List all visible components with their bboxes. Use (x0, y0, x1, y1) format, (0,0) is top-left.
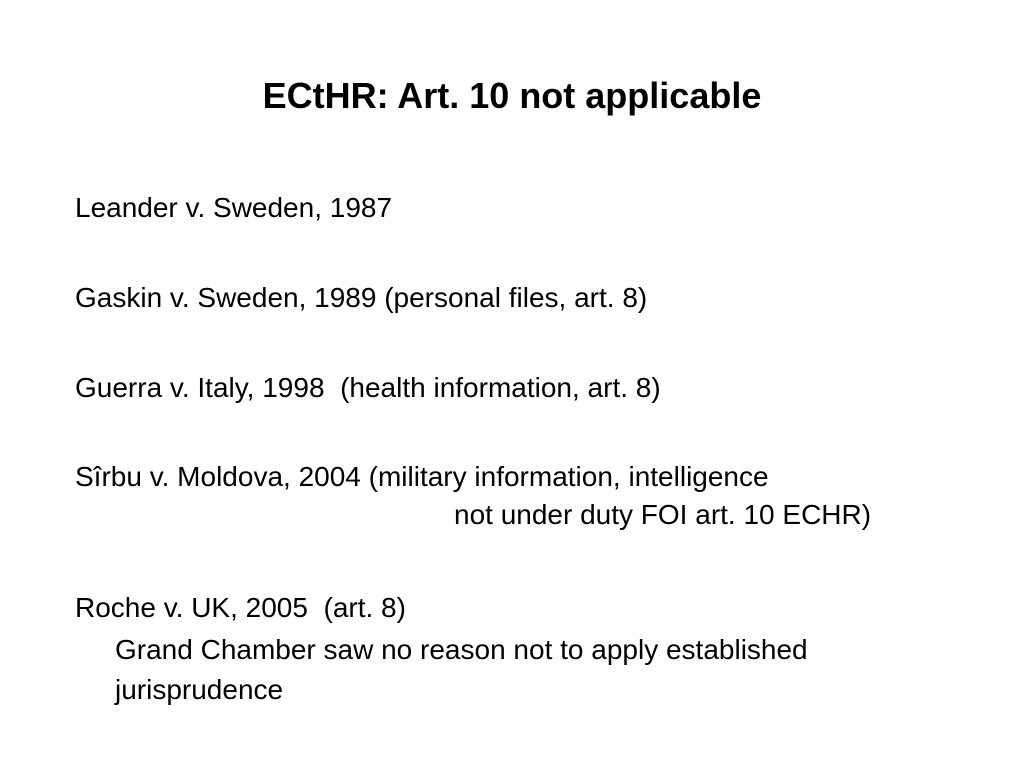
case-guerra: Guerra v. Italy, 1998 (health information, art. 8) (75, 372, 661, 403)
case-roche-note: Grand Chamber saw no reason not to apply established (115, 634, 808, 665)
case-roche-note-continuation: jurisprudence (115, 674, 284, 705)
slide-title: ECtHR: Art. 10 not applicable (262, 75, 762, 116)
case-roche: Roche v. UK, 2005 (art. 8) (75, 592, 406, 623)
case-leander: Leander v. Sweden, 1987 (75, 192, 393, 223)
case-sirbu: Sîrbu v. Moldova, 2004 (military information, intelligence (75, 461, 769, 492)
case-sirbu-continuation: not under duty FOI art. 10 ECHR) (454, 499, 872, 530)
case-gaskin: Gaskin v. Sweden, 1989 (personal files, art. 8) (75, 282, 648, 313)
